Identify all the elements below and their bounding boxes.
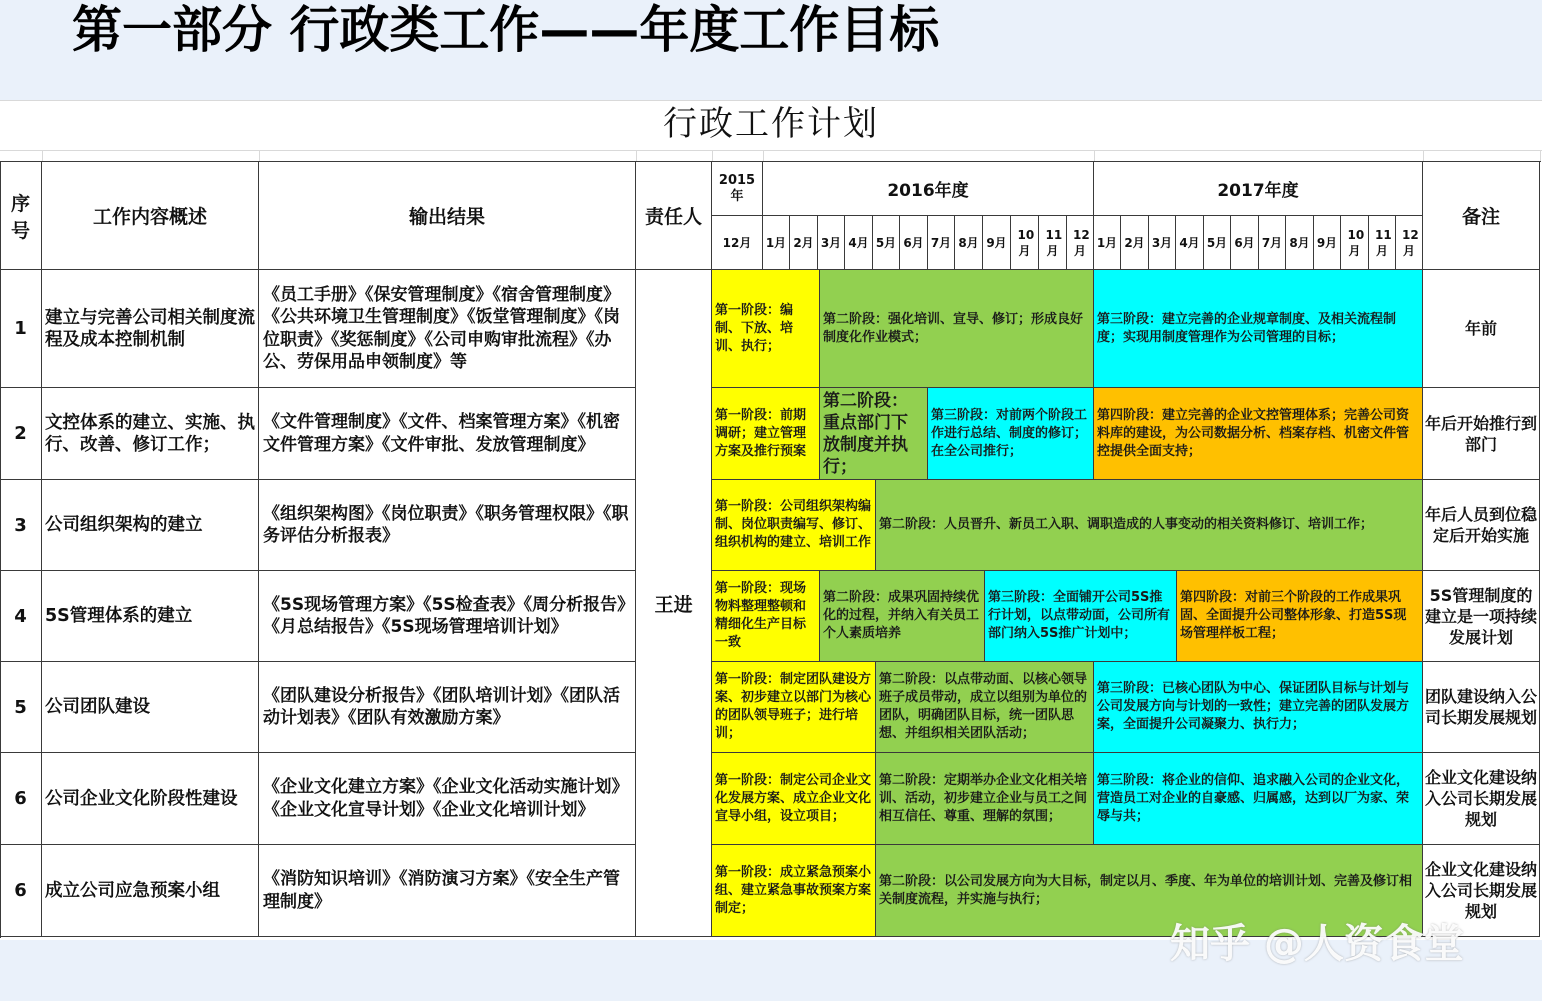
output-deliverables-text: 《团队建设分析报告》《团队培训计划》《团队活动计划表》《团队有效激励方案》 <box>263 685 620 728</box>
phase-bar <box>1094 388 1423 480</box>
row-number-label: 3 <box>14 514 27 536</box>
phase-text: 第二阶段：定期举办企业文化相关培训、活动，初步建立企业与员工之间相互信任、尊重、理解的氛围； <box>879 772 1088 824</box>
month-label: 11月 <box>1045 227 1063 258</box>
month-2015-12 <box>712 216 763 270</box>
month-label: 10月 <box>1347 227 1365 258</box>
row-number-label: 4 <box>14 605 27 627</box>
phase-text: 第三阶段：建立完善的企业规章制度、及相关流程制度；实现用制度管理作为公司管理的目标； <box>1097 311 1397 345</box>
header-note <box>1423 162 1540 270</box>
phase-bar <box>712 845 876 937</box>
row-number-label: 1 <box>14 318 27 339</box>
month-2017-9 <box>1314 216 1341 270</box>
row-number <box>0 662 42 753</box>
month-2017-5 <box>1204 216 1231 270</box>
row-number-label: 6 <box>14 880 27 901</box>
header-output-label: 输出结果 <box>408 206 485 228</box>
phase-text: 第二阶段：以点带动面、以核心领导班子成员带动，成立以组别为单位的团队，明确团队目标，统一团队思想、并组织相关团队活动； <box>879 672 1088 741</box>
output-deliverables-text: 《5S现场管理方案》《5S检查表》《周分析报告》《月总结报告》《5S现场管理培训计划》 <box>263 594 626 637</box>
phase-bar <box>985 571 1177 662</box>
month-label: 1月 <box>1096 235 1118 250</box>
row-number <box>0 388 42 480</box>
phase-bar <box>820 270 1094 388</box>
note-cell <box>1423 388 1540 480</box>
header-year-2017 <box>1094 162 1423 216</box>
note-cell <box>1423 270 1540 388</box>
phase-bar <box>712 753 876 845</box>
note-text: 企业文化建设纳入公司长期发展规划 <box>1425 768 1538 829</box>
note-cell <box>1423 571 1540 662</box>
month-label: 3月 <box>1151 235 1173 250</box>
month-2016-12 <box>1067 216 1094 270</box>
note-text: 企业文化建设纳入公司长期发展规划 <box>1425 860 1538 921</box>
note-text: 年后开始推行到部门 <box>1425 413 1538 454</box>
phase-text: 第二阶段：人员晋升、新员工入职、调职造成的人事变动的相关资料修订、培训工作； <box>879 517 1374 532</box>
phase-text: 第四阶段：对前三个阶段的工作成果巩固、全面提升公司整体形象、打造5S现场管理样板工程； <box>1180 590 1407 641</box>
phase-text: 第一阶段：前期调研；建立管理方案及推行预案 <box>715 407 807 459</box>
phase-bar <box>712 270 820 388</box>
task-description-text: 公司团队建设 <box>45 697 150 717</box>
month-2016-6 <box>900 216 928 270</box>
task-description-text: 成立公司应急预案小组 <box>45 880 220 901</box>
note-text: 团队建设纳入公司长期发展规划 <box>1425 687 1538 727</box>
month-label: 12月 <box>722 235 752 250</box>
month-label: 6月 <box>903 235 924 250</box>
phase-text: 第二阶段：重点部门下放制度并执行； <box>823 390 908 477</box>
owner-cell <box>636 270 712 937</box>
row-number-label: 5 <box>14 696 27 718</box>
note-cell <box>1423 662 1540 753</box>
task-description <box>42 845 259 937</box>
row-number <box>0 845 42 937</box>
month-label: 4月 <box>1179 235 1200 250</box>
phase-bar <box>712 480 876 571</box>
row-number <box>0 480 42 571</box>
month-label: 3月 <box>820 235 842 250</box>
output-deliverables <box>259 662 636 753</box>
phase-text: 第一阶段：编制、下放、培训、执行； <box>715 302 794 354</box>
month-label: 6月 <box>1234 235 1255 250</box>
phase-text: 第一阶段：现场物料整理整顿和精细化生产目标一致 <box>715 581 807 650</box>
phase-bar <box>876 480 1423 571</box>
output-deliverables <box>259 388 636 480</box>
output-deliverables-text: 《消防知识培训》《消防演习方案》《安全生产管理制度》 <box>263 869 620 912</box>
output-deliverables <box>259 480 636 571</box>
task-description-text: 公司组织架构的建立 <box>45 515 203 535</box>
phase-text: 第二阶段：以公司发展方向为大目标，制定以月、季度、年为单位的培训计划、完善及修订相关制度流程，并实施与执行； <box>879 873 1413 907</box>
output-deliverables <box>259 845 636 937</box>
month-label: 9月 <box>986 235 1007 250</box>
note-text: 5S管理制度的建立是一项持续发展计划 <box>1425 585 1538 647</box>
month-label: 5月 <box>1206 235 1228 250</box>
output-deliverables <box>259 270 636 388</box>
phase-bar <box>1094 270 1423 388</box>
output-deliverables-text: 《组织架构图》《岗位职责》《职务管理权限》《职务评估分析报表》 <box>263 503 629 546</box>
phase-text: 第三阶段：全面铺开公司5S推行计划，以点带动面，公司所有部门纳入5S推广计划中； <box>988 590 1171 641</box>
task-description-text: 建立与完善公司相关制度流程及成本控制机制 <box>45 307 255 350</box>
note-cell <box>1423 753 1540 845</box>
month-label: 11月 <box>1375 227 1392 258</box>
phase-text: 第一阶段：制定团队建设方案、初步建立以部门为核心的团队领导班子；进行培训； <box>715 672 872 741</box>
month-2016-11 <box>1039 216 1067 270</box>
month-label: 4月 <box>848 235 869 250</box>
row-number <box>0 571 42 662</box>
phase-text: 第一阶段：成立紧急预案小组、建立紧急事故预案方案制定； <box>715 864 872 916</box>
note-cell <box>1423 480 1540 571</box>
month-2017-10 <box>1341 216 1369 270</box>
phase-bar <box>712 388 820 480</box>
month-2017-2 <box>1121 216 1149 270</box>
month-2016-2 <box>790 216 818 270</box>
task-description <box>42 662 259 753</box>
phase-text: 第一阶段：制定公司企业文化发展方案、成立企业文化宣导小组，设立项目； <box>715 772 872 824</box>
phase-text: 第三阶段：将企业的信仰、追求融入公司的企业文化，营造员工对企业的自豪感、归属感，达到以厂为家、荣辱与共； <box>1097 772 1410 824</box>
task-description-text: 文控体系的建立、实施、执行、改善、修订工作； <box>45 412 255 455</box>
task-description <box>42 480 259 571</box>
header-seq-label: 序号 <box>10 192 30 242</box>
phase-text: 第三阶段：对前两个阶段工作进行总结、制度的修订；在全公司推行； <box>931 407 1088 459</box>
month-2017-8 <box>1286 216 1314 270</box>
output-deliverables <box>259 571 636 662</box>
month-2016-9 <box>983 216 1011 270</box>
row-number <box>0 270 42 388</box>
phase-bar <box>928 388 1094 480</box>
phase-text: 第二阶段：强化培训、宣导、修订；形成良好制度化作业模式； <box>823 311 1084 345</box>
month-label: 2月 <box>1124 235 1145 250</box>
sheet-title: 行政工作计划 <box>663 104 879 144</box>
month-label: 12月 <box>1402 227 1419 258</box>
header-year-2017-label: 2017年度 <box>1217 181 1299 201</box>
header-year-2016-label: 2016年度 <box>887 181 969 201</box>
header-seq <box>0 162 42 270</box>
month-label: 7月 <box>1261 235 1283 250</box>
month-2017-7 <box>1259 216 1286 270</box>
header-output <box>259 162 636 270</box>
task-description <box>42 270 259 388</box>
gridline <box>0 100 1542 101</box>
month-2016-1 <box>763 216 790 270</box>
phase-bar <box>820 571 985 662</box>
phase-bar <box>820 388 928 480</box>
slide-title: 第一部分 行政类工作——年度工作目标 <box>72 1 940 59</box>
task-description-text: 公司企业文化阶段性建设 <box>45 788 238 809</box>
header-owner <box>636 162 712 270</box>
phase-bar <box>1094 662 1423 753</box>
output-deliverables-text: 《企业文化建立方案》《企业文化活动实施计划》《企业文化宣导计划》《企业文化培训计划》 <box>263 777 629 820</box>
note-text: 年前 <box>1464 319 1497 338</box>
phase-text: 第二阶段：成果巩固持续优化的过程，并纳入有关员工个人素质培养 <box>823 590 980 641</box>
phase-text: 第四阶段：建立完善的企业文控管理体系；完善公司资料库的建设，为公司数据分析、档案存档、机密文件管控提供全面支持； <box>1097 407 1410 459</box>
month-2017-1 <box>1094 216 1121 270</box>
task-description <box>42 753 259 845</box>
month-2017-4 <box>1176 216 1204 270</box>
spreadsheet <box>0 100 1542 940</box>
output-deliverables-text: 《员工手册》《保安管理制度》《宿舍管理制度》 《公共环境卫生管理制度》《饭堂管理制度》《岗位职责》《奖惩制度》《公司申购审批流程》《办公、劳保用品申领制度》等 <box>263 284 620 372</box>
phase-bar <box>876 662 1094 753</box>
header-year-2015 <box>712 162 763 216</box>
output-deliverables-text: 《文件管理制度》《文件、档案管理方案》《机密文件管理方案》《文件审批、发放管理制度》 <box>263 412 620 455</box>
header-owner-label: 责任人 <box>644 206 702 228</box>
gridline <box>0 150 1542 151</box>
phase-text: 第一阶段：公司组织架构编制、岗位职责编写、修订、组织机构的建立、培训工作 <box>715 499 872 550</box>
month-2017-12 <box>1396 216 1423 270</box>
phase-bar <box>712 662 876 753</box>
phase-bar <box>1177 571 1423 662</box>
month-2017-11 <box>1369 216 1396 270</box>
task-description <box>42 388 259 480</box>
month-label: 2月 <box>793 235 814 250</box>
month-label: 5月 <box>875 235 897 250</box>
phase-bar <box>712 571 820 662</box>
header-desc-label: 工作内容概述 <box>92 206 207 228</box>
month-label: 12月 <box>1073 227 1090 258</box>
month-label: 9月 <box>1316 235 1338 250</box>
watermark: 知乎 @人资食堂 <box>1170 921 1464 967</box>
task-description <box>42 571 259 662</box>
month-2017-6 <box>1231 216 1259 270</box>
row-number-label: 2 <box>14 423 27 444</box>
task-description-text: 5S管理体系的建立 <box>45 606 193 626</box>
month-label: 8月 <box>1289 235 1310 250</box>
month-2017-3 <box>1149 216 1176 270</box>
header-note-label: 备注 <box>1461 206 1500 228</box>
month-label: 1月 <box>765 235 787 250</box>
month-label: 8月 <box>958 235 979 250</box>
phase-bar <box>1094 753 1423 845</box>
month-2016-3 <box>818 216 845 270</box>
phase-bar <box>876 753 1094 845</box>
owner-name: 王进 <box>654 593 693 616</box>
row-number-label: 6 <box>14 788 27 809</box>
note-text: 年后人员到位稳定后开始实施 <box>1425 505 1538 545</box>
row-number <box>0 753 42 845</box>
header-year-2016 <box>763 162 1094 216</box>
month-2016-7 <box>928 216 955 270</box>
month-2016-5 <box>873 216 900 270</box>
month-label: 7月 <box>930 235 952 250</box>
header-year-2015-label: 2015年 <box>718 172 756 204</box>
phase-text: 第三阶段：已核心团队为中心、保证团队目标与计划与公司发展方向与计划的一致性；建立完善的团队发展方案，全面提升公司凝聚力、执行力； <box>1097 681 1410 732</box>
output-deliverables <box>259 753 636 845</box>
month-2016-4 <box>845 216 873 270</box>
month-2016-8 <box>955 216 983 270</box>
month-label: 10月 <box>1017 227 1035 258</box>
month-2016-10 <box>1011 216 1039 270</box>
header-desc <box>42 162 259 270</box>
